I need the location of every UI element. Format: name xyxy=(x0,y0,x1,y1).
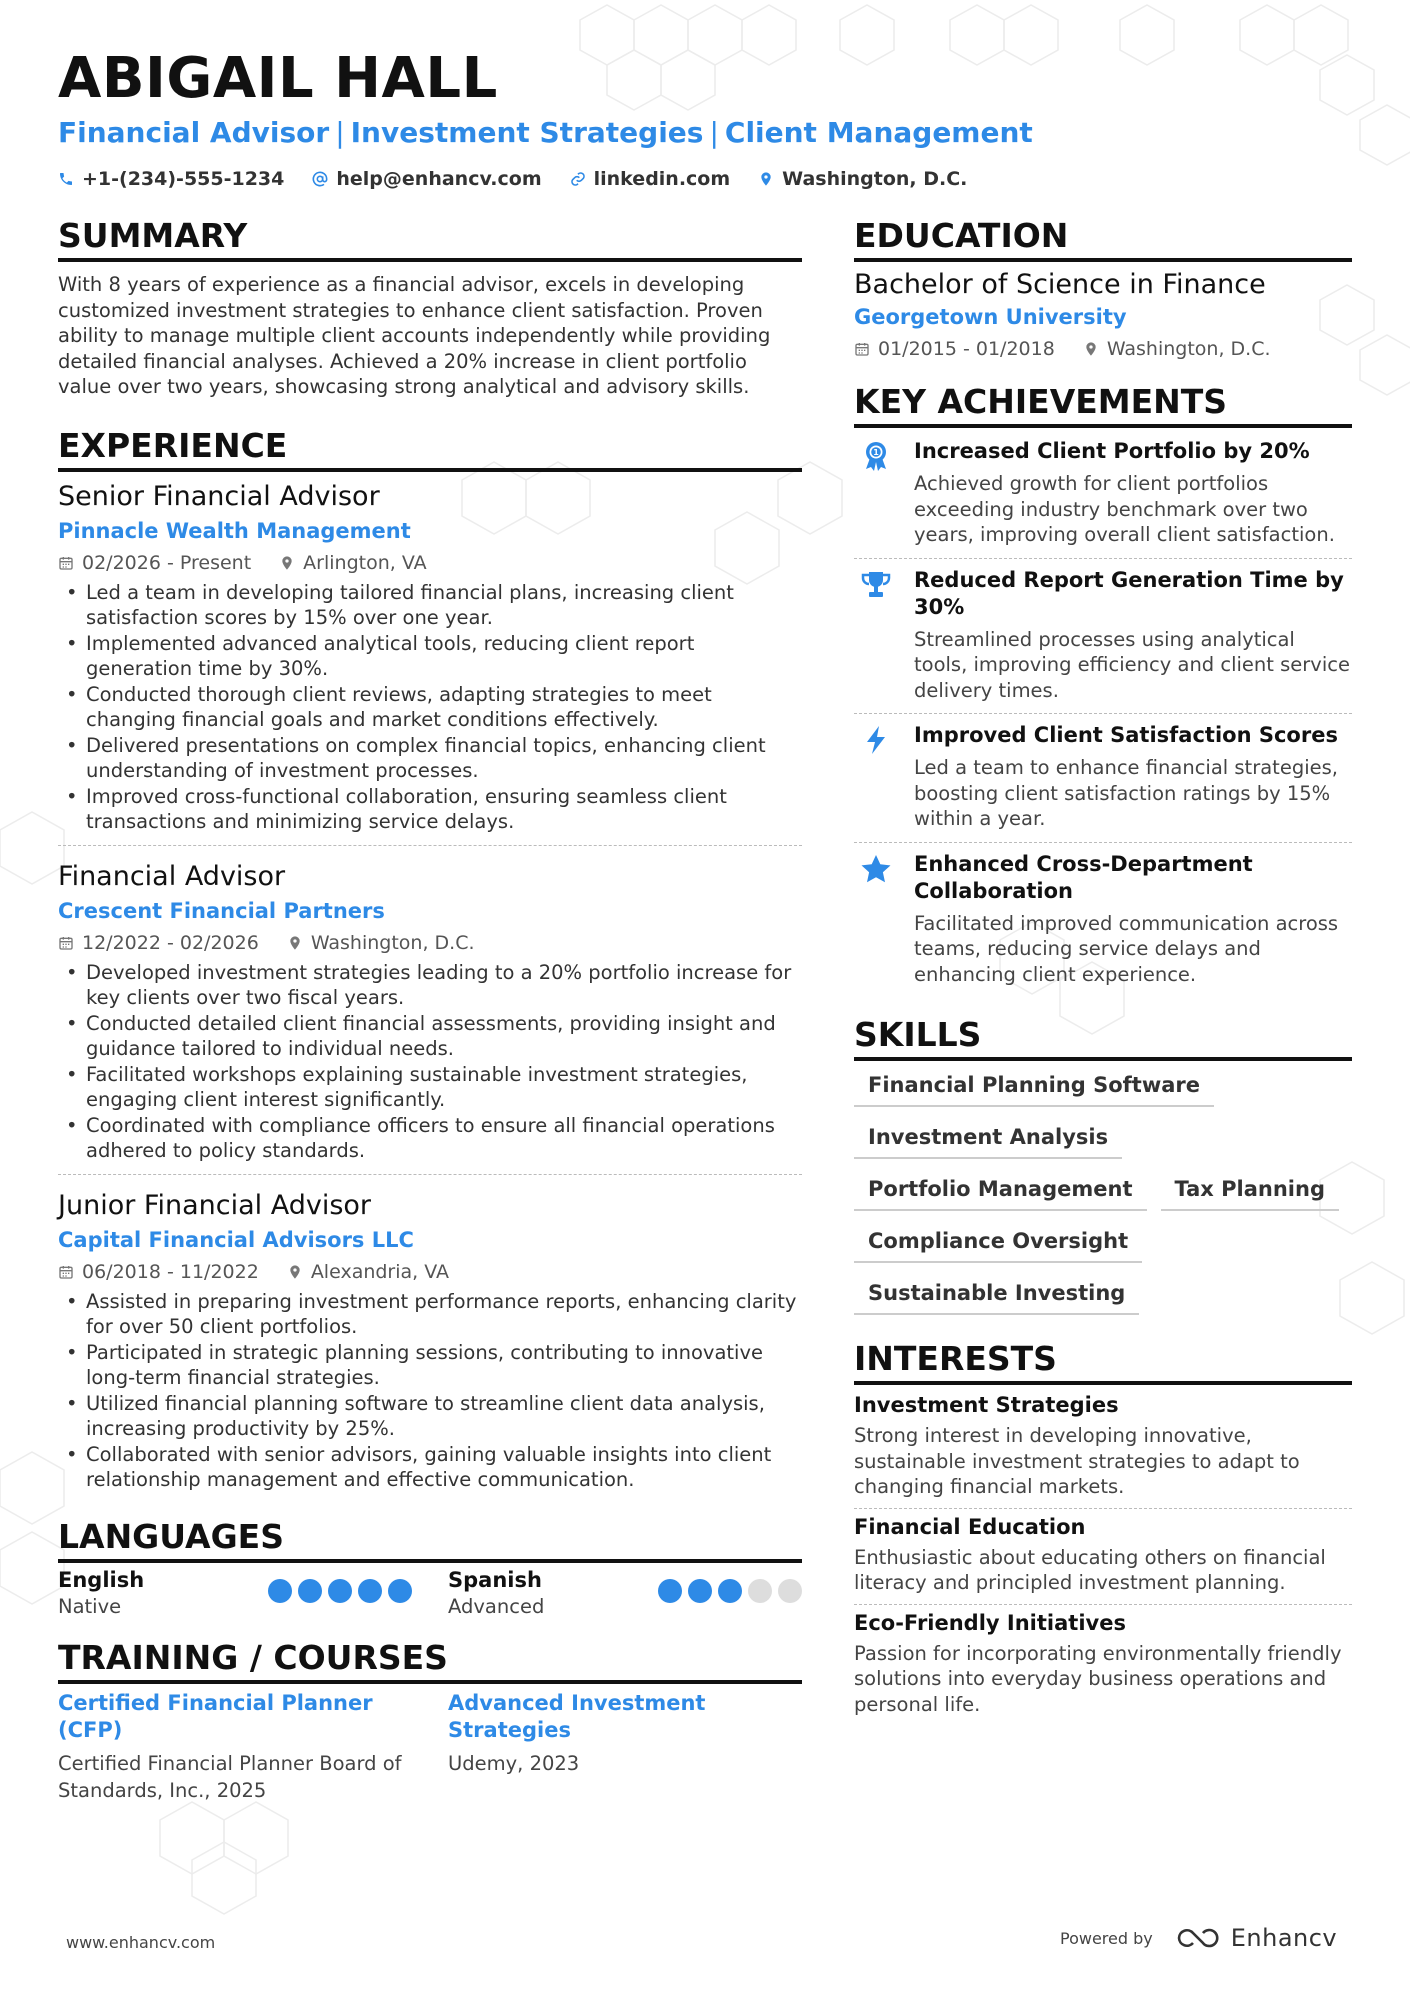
education-location xyxy=(1083,336,1271,362)
lightning-icon xyxy=(860,724,892,756)
summary-text: With 8 years of experience as a financial advisor, excels in developing customized investment strategies to enhance client satisfaction. Proven ability to manage multiple client accounts independently while providing detailed financial analyses. Achieved a 20% increase in client portfolio value over two years, showcasing strong analytical and advisory skills. xyxy=(58,273,771,398)
achievement-item xyxy=(854,430,1352,559)
calendar-icon xyxy=(58,1264,74,1280)
languages-title: LANGUAGES xyxy=(58,1517,802,1563)
job-dates-text: 12/2022 - 02/2026 xyxy=(82,931,259,954)
job-bullet: • Improved cross-functional collaboration, ensuring seamless client transactions and minimizing service delays. xyxy=(58,784,802,835)
job-title: Junior Financial Advisor xyxy=(58,1189,372,1221)
job-bullet: • Participated in strategic planning sessions, contributing to innovative long-term financial strategies. xyxy=(58,1340,802,1391)
skill-tag: Compliance Oversight xyxy=(854,1223,1142,1263)
achievement-title: Reduced Report Generation Time by 30% xyxy=(914,567,1344,619)
language-name: Spanish xyxy=(448,1567,542,1592)
interest-desc: Strong interest in developing innovative, sustainable investment strategies to adapt to changing financial markets. xyxy=(854,1424,1300,1498)
course-provider: Udemy, 2023 xyxy=(448,1751,580,1775)
language-rating xyxy=(268,1567,412,1620)
headline-role-2: Investment Strategies xyxy=(350,116,704,149)
summary-section xyxy=(58,216,802,400)
headline xyxy=(58,116,1033,149)
job-bullet: • Delivered presentations on complex financial topics, enhancing client understanding of investment processes. xyxy=(58,733,802,784)
calendar-icon xyxy=(854,341,870,357)
job-bullet: • Utilized financial planning software to streamline client data analysis, increasing productivity by 25%. xyxy=(58,1391,802,1442)
rating-dot-filled xyxy=(298,1579,322,1603)
map-pin-icon xyxy=(287,935,303,951)
achievements-section xyxy=(854,382,1352,997)
achievement-title: Increased Client Portfolio by 20% xyxy=(914,439,1310,463)
footer-website[interactable]: www.enhancv.com xyxy=(66,1933,216,1952)
achievements-title: KEY ACHIEVEMENTS xyxy=(854,382,1352,428)
map-pin-icon xyxy=(287,1264,303,1280)
job-entry xyxy=(58,1189,802,1503)
language-name: English xyxy=(58,1567,145,1592)
job-entry xyxy=(58,480,802,846)
map-pin-icon xyxy=(279,555,295,571)
achievement-title: Enhanced Cross-Department Collaboration xyxy=(914,851,1253,903)
job-bullet: • Facilitated workshops explaining sustainable investment strategies, engaging client interest significantly. xyxy=(58,1062,802,1113)
calendar-icon xyxy=(58,555,74,571)
contact-bar xyxy=(58,168,967,190)
job-meta xyxy=(58,930,802,956)
phone-icon xyxy=(58,171,74,187)
skill-tag: Financial Planning Software xyxy=(854,1067,1214,1107)
skills-list xyxy=(854,1067,1352,1315)
job-location-text: Arlington, VA xyxy=(303,551,427,574)
interest-desc: Passion for incorporating environmentally friendly solutions into everyday business operations and personal life. xyxy=(854,1641,1342,1716)
svg-text:1: 1 xyxy=(873,448,879,457)
left-column xyxy=(58,216,802,1804)
job-company: Pinnacle Wealth Management xyxy=(58,518,411,543)
job-bullet: • Led a team in developing tailored financial plans, increasing client satisfaction scores by 15% over one year. xyxy=(58,580,802,631)
contact-email[interactable] xyxy=(312,168,541,190)
rating-dot-empty xyxy=(748,1579,772,1603)
language-item xyxy=(448,1567,802,1620)
job-dates-text: 02/2026 - Present xyxy=(82,551,252,574)
job-bullet: • Assisted in preparing investment performance reports, enhancing clarity for over 50 client portfolios. xyxy=(58,1289,802,1340)
education-section xyxy=(854,216,1352,362)
interest-title: Financial Education xyxy=(854,1514,1086,1539)
rating-dot-filled xyxy=(358,1579,382,1603)
skills-title: SKILLS xyxy=(854,1015,1352,1061)
rating-dot-filled xyxy=(328,1579,352,1603)
calendar-icon xyxy=(58,935,74,951)
rating-dot-filled xyxy=(688,1579,712,1603)
job-bullet: • Coordinated with compliance officers to ensure all financial operations adhered to policy standards. xyxy=(58,1113,802,1164)
enhancv-logo-icon xyxy=(1175,1926,1221,1950)
language-rating xyxy=(658,1567,802,1620)
course-title: Certified Financial Planner (CFP) xyxy=(58,1690,373,1742)
interests-section xyxy=(854,1339,1352,1725)
job-location xyxy=(287,930,475,956)
language-level: Native xyxy=(58,1594,122,1618)
rating-dot-filled xyxy=(268,1579,292,1603)
interest-item xyxy=(854,1509,1352,1605)
brand-logo xyxy=(1175,1924,1337,1952)
courses-list xyxy=(58,1690,802,1804)
skill-tag: Portfolio Management xyxy=(854,1171,1147,1211)
candidate-name: ABIGAIL HALL xyxy=(58,46,498,111)
course-item xyxy=(58,1690,412,1804)
interest-item xyxy=(854,1387,1352,1509)
phone-text: +1-(234)-555-1234 xyxy=(82,168,285,190)
skill-tag: Tax Planning xyxy=(1161,1171,1340,1211)
job-entry xyxy=(58,860,802,1175)
award-ribbon-icon xyxy=(860,440,892,472)
interest-item xyxy=(854,1605,1352,1726)
job-bullet: • Developed investment strategies leading to a 20% portfolio increase for key clients over two fiscal years. xyxy=(58,960,802,1011)
job-bullets xyxy=(58,1289,802,1493)
skill-tag: Investment Analysis xyxy=(854,1119,1122,1159)
course-title: Advanced Investment Strategies xyxy=(448,1690,706,1742)
rating-dot-filled xyxy=(718,1579,742,1603)
language-item xyxy=(58,1567,412,1620)
skill-tag: Sustainable Investing xyxy=(854,1275,1139,1315)
headline-separator: | xyxy=(709,116,719,149)
achievement-desc: Led a team to enhance financial strategies, boosting client satisfaction ratings by 15% within a year. xyxy=(914,756,1338,830)
education-meta xyxy=(854,336,1352,362)
course-provider: Certified Financial Planner Board of Standards, Inc., 2025 xyxy=(58,1751,402,1802)
job-dates xyxy=(58,1259,259,1285)
job-bullet: • Implemented advanced analytical tools, reducing client report generation time by 30%. xyxy=(58,631,802,682)
job-bullet: • Conducted detailed client financial assessments, providing insight and guidance tailored to individual needs. xyxy=(58,1011,802,1062)
headline-role-1: Financial Advisor xyxy=(58,116,330,149)
job-title: Senior Financial Advisor xyxy=(58,480,380,512)
language-level: Advanced xyxy=(448,1594,545,1618)
education-degree: Bachelor of Science in Finance xyxy=(854,269,1266,300)
experience-section xyxy=(58,426,802,1503)
rating-dot-empty xyxy=(778,1579,802,1603)
interest-title: Eco-Friendly Initiatives xyxy=(854,1610,1126,1635)
location-text: Washington, D.C. xyxy=(782,168,968,190)
interest-title: Investment Strategies xyxy=(854,1393,1119,1417)
rating-dot-filled xyxy=(388,1579,412,1603)
contact-phone[interactable] xyxy=(58,168,284,190)
languages-section xyxy=(58,1517,802,1620)
link-icon xyxy=(570,171,586,187)
job-location xyxy=(279,550,426,576)
job-location-text: Alexandria, VA xyxy=(310,1260,450,1283)
right-column xyxy=(854,216,1352,1725)
job-dates xyxy=(58,930,259,956)
job-dates-text: 06/2018 - 11/2022 xyxy=(82,1260,259,1283)
at-sign-icon xyxy=(312,171,328,187)
achievement-desc: Facilitated improved communication across teams, reducing service delays and enhancing client experience. xyxy=(914,911,1339,986)
education-dates xyxy=(854,336,1055,362)
email-text: help@enhancv.com xyxy=(336,168,542,190)
job-location xyxy=(287,1259,449,1285)
headline-separator: | xyxy=(335,116,345,149)
achievement-item xyxy=(854,714,1352,843)
education-school: Georgetown University xyxy=(854,305,1127,329)
languages-list xyxy=(58,1567,802,1620)
map-pin-icon xyxy=(758,171,774,187)
achievement-item xyxy=(854,843,1352,998)
training-title: TRAINING / COURSES xyxy=(58,1638,802,1684)
rating-dot-filled xyxy=(658,1579,682,1603)
contact-location xyxy=(758,168,967,190)
trophy-icon xyxy=(860,569,892,601)
contact-linkedin[interactable] xyxy=(570,168,731,190)
map-pin-icon xyxy=(1083,341,1099,357)
job-bullets xyxy=(58,960,802,1164)
achievement-desc: Streamlined processes using analytical tools, improving efficiency and client service delivery times. xyxy=(914,627,1350,702)
job-bullet: • Collaborated with senior advisors, gaining valuable insights into client relationship management and effective communication. xyxy=(58,1442,802,1493)
interest-desc: Enthusiastic about educating others on financial literacy and principled investment planning. xyxy=(854,1545,1326,1594)
headline-role-3: Client Management xyxy=(724,116,1033,149)
summary-title: SUMMARY xyxy=(58,216,802,262)
training-section xyxy=(58,1638,802,1804)
achievement-title: Improved Client Satisfaction Scores xyxy=(914,723,1338,747)
star-icon xyxy=(860,853,892,885)
experience-title: EXPERIENCE xyxy=(58,426,802,472)
interests-title: INTERESTS xyxy=(854,1339,1352,1385)
job-bullets xyxy=(58,580,802,835)
education-location-text: Washington, D.C. xyxy=(1106,338,1271,360)
job-meta xyxy=(58,1259,802,1285)
footer-branding[interactable] xyxy=(1060,1924,1337,1952)
education-title: EDUCATION xyxy=(854,216,1352,262)
job-company: Capital Financial Advisors LLC xyxy=(58,1227,414,1252)
course-item xyxy=(448,1690,802,1804)
skills-section xyxy=(854,1015,1352,1315)
job-location-text: Washington, D.C. xyxy=(310,931,475,954)
education-dates-text: 01/2015 - 01/2018 xyxy=(878,338,1055,360)
job-bullet: • Conducted thorough client reviews, adapting strategies to meet changing financial goals and market conditions effectively. xyxy=(58,682,802,733)
job-company: Crescent Financial Partners xyxy=(58,898,385,923)
job-dates xyxy=(58,550,251,576)
linkedin-text: linkedin.com xyxy=(593,168,731,190)
job-meta xyxy=(58,550,802,576)
job-title: Financial Advisor xyxy=(58,860,286,892)
achievement-desc: Achieved growth for client portfolios exceeding industry benchmark over two years, improving overall client satisfaction. xyxy=(914,472,1335,546)
powered-by-label: Powered by xyxy=(1060,1928,1153,1948)
achievement-item xyxy=(854,559,1352,715)
brand-name: Enhancv xyxy=(1230,1924,1338,1952)
